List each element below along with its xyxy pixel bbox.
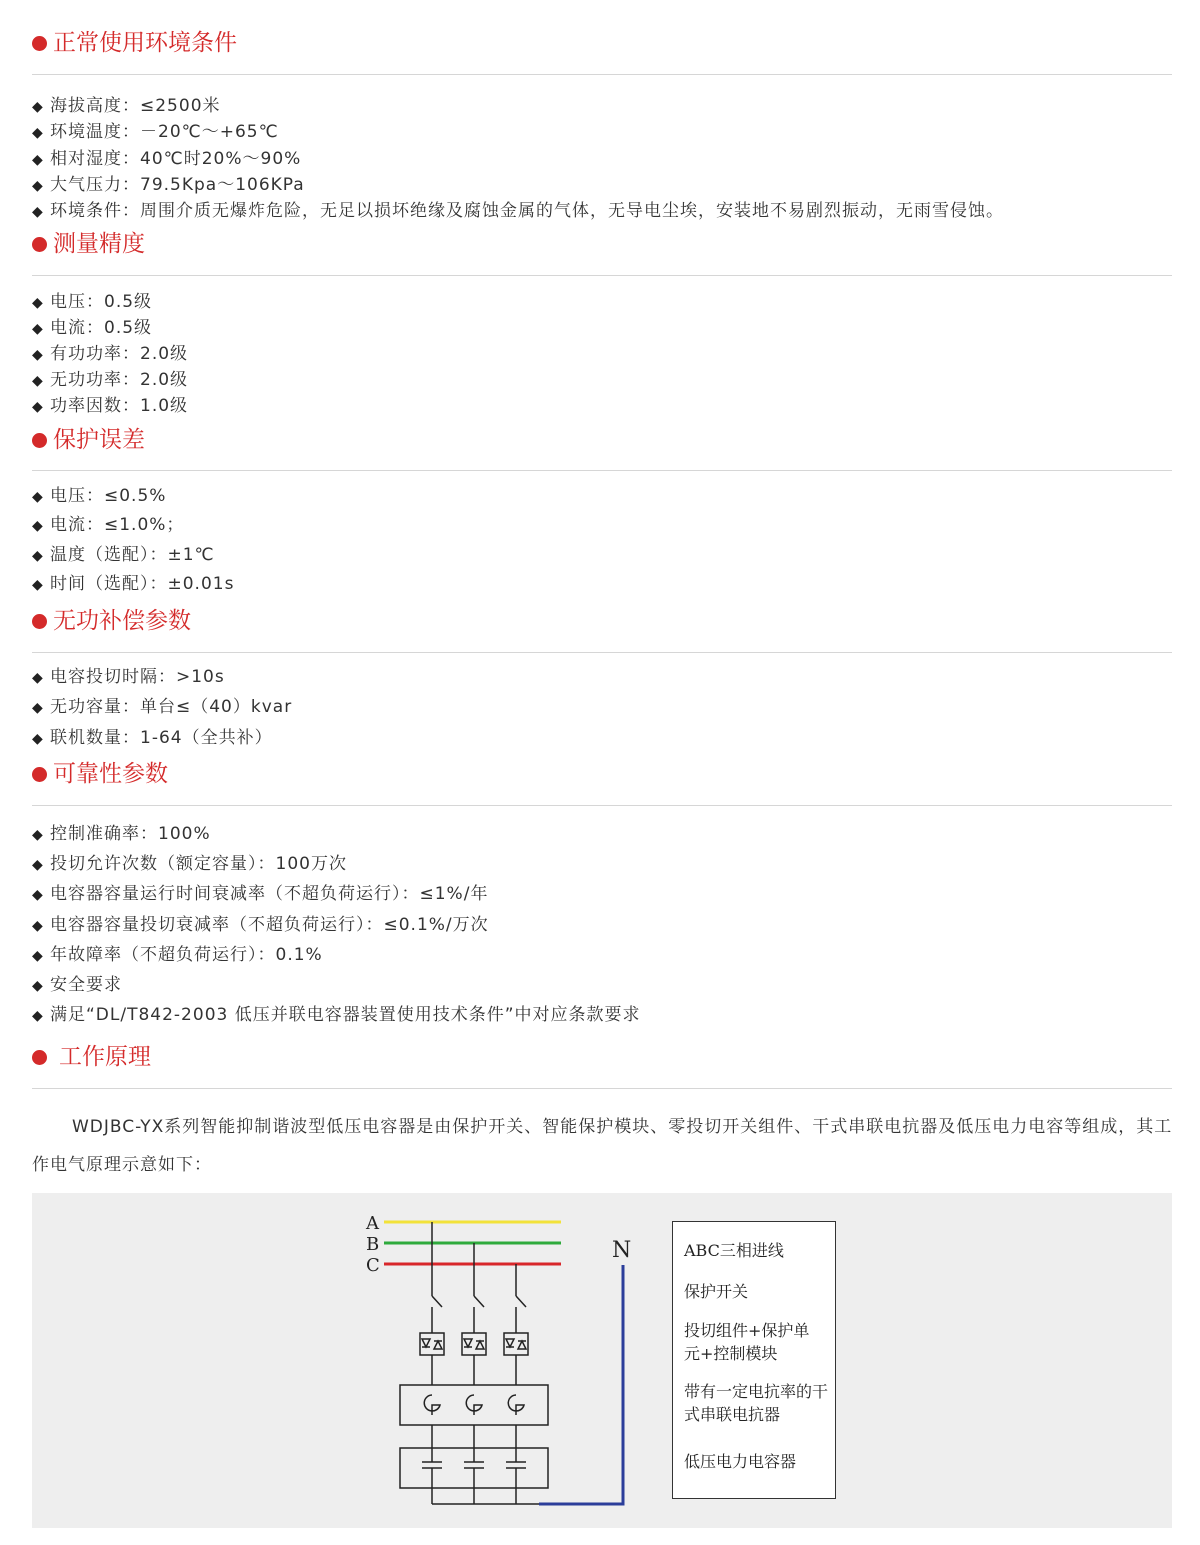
- red-dot-icon: [32, 767, 47, 782]
- switch-b-icon: [474, 1296, 484, 1307]
- list-item: ◆ 温度（选配）：±1℃: [32, 541, 234, 570]
- diamond-bullet-icon: ◆: [32, 177, 44, 194]
- list-item: ◆ 电容器容量运行时间衰减率（不超负荷运行）：≤1%/年: [32, 880, 641, 910]
- diamond-bullet-icon: ◆: [32, 1008, 44, 1025]
- list-item: ◆ 大气压力：79.5Kpa～106KPa: [32, 173, 1004, 199]
- red-dot-icon: [32, 614, 47, 629]
- diamond-bullet-icon: ◆: [32, 125, 44, 142]
- list-item: ◆ 电压：≤0.5%: [32, 482, 234, 511]
- list-item: ◆ 投切允许次数（额定容量）：100万次: [32, 850, 641, 880]
- wiring-diagram: [32, 1193, 1172, 1528]
- legend-item-breaker: 保护开关: [684, 1282, 749, 1301]
- section-divider: [32, 805, 1172, 806]
- list-item: ◆ 年故障率（不超负荷运行）：0.1%: [32, 941, 641, 971]
- diamond-bullet-icon: ◆: [32, 730, 44, 747]
- diamond-bullet-icon: ◆: [32, 978, 44, 995]
- list-environment: [32, 94, 1004, 225]
- red-dot-icon: [32, 433, 47, 448]
- thyristor-b-icon: [462, 1333, 486, 1355]
- section-title-compensation: 无功补偿参数: [32, 606, 191, 636]
- diamond-bullet-icon: ◆: [32, 99, 44, 115]
- diamond-bullet-icon: ◆: [32, 489, 44, 505]
- list-item: ◆ 环境温度：－20℃～+65℃: [32, 120, 1004, 146]
- diamond-bullet-icon: ◆: [32, 887, 44, 904]
- list-item: ◆ 安全要求: [32, 971, 641, 1001]
- switch-a-icon: [432, 1296, 442, 1307]
- list-item: ◆ 无功容量：单台≤（40）kvar: [32, 693, 292, 723]
- neutral-line: [539, 1265, 623, 1504]
- list-item: ◆ 控制准确率：100%: [32, 820, 641, 850]
- section-divider: [32, 1088, 1172, 1089]
- list-item: ◆ 电流：0.5级: [32, 316, 188, 342]
- red-dot-icon: [32, 237, 47, 252]
- list-protection-error: [32, 482, 234, 599]
- wiring-diagram-svg: [32, 1193, 1172, 1528]
- list-item: ◆ 有功功率：2.0级: [32, 342, 188, 368]
- reactor-a-icon: [424, 1395, 440, 1415]
- phase-label-b: B: [366, 1234, 380, 1255]
- section-divider: [32, 470, 1172, 471]
- diamond-bullet-icon: ◆: [32, 917, 44, 934]
- list-item: ◆ 满足“DL/T842-2003 低压并联电容器装置使用技术条件”中对应条款要求: [32, 1001, 641, 1031]
- capacitor-c-icon: [506, 1448, 526, 1488]
- diamond-bullet-icon: ◆: [32, 373, 44, 389]
- section-divider: [32, 652, 1172, 653]
- list-compensation: [32, 663, 292, 754]
- diamond-bullet-icon: ◆: [32, 947, 44, 964]
- diamond-bullet-icon: ◆: [32, 321, 44, 337]
- diamond-bullet-icon: ◆: [32, 670, 44, 686]
- thyristor-c-icon: [504, 1333, 528, 1355]
- list-item: ◆ 海拔高度：≤2500米: [32, 94, 1004, 120]
- neutral-label: N: [612, 1238, 632, 1263]
- list-item: ◆ 环境条件：周围介质无爆炸危险，无足以损坏绝缘及腐蚀金属的气体，无导电尘埃，安装地不易剧烈振动，无雨雪侵蚀。: [32, 199, 1004, 225]
- diamond-bullet-icon: ◆: [32, 204, 44, 221]
- list-item: ◆ 无功功率：2.0级: [32, 368, 188, 394]
- diamond-bullet-icon: ◆: [32, 295, 44, 311]
- section-title-protection-error: 保护误差: [32, 425, 145, 455]
- diamond-bullet-icon: ◆: [32, 576, 44, 593]
- legend-item-capacitor: 低压电力电容器: [684, 1452, 797, 1471]
- section-title-accuracy: 测量精度: [32, 229, 145, 259]
- section-title-principle: 工作原理: [32, 1042, 151, 1072]
- capacitor-b-icon: [464, 1448, 484, 1488]
- red-dot-icon: [32, 36, 47, 51]
- diamond-bullet-icon: ◆: [32, 347, 44, 363]
- list-item: ◆ 电容器容量投切衰减率（不超负荷运行）：≤0.1%/万次: [32, 911, 641, 941]
- legend-item-switch-module: 投切组件+保护单元+控制模块: [684, 1321, 810, 1363]
- section-title-reliability: 可靠性参数: [32, 759, 168, 789]
- reactor-c-icon: [508, 1395, 524, 1415]
- switch-c-icon: [516, 1296, 526, 1307]
- phase-label-c: C: [366, 1255, 380, 1276]
- diamond-bullet-icon: ◆: [32, 857, 44, 874]
- diamond-bullet-icon: ◆: [32, 518, 44, 535]
- principle-intro-text: WDJBC-YX系列智能抑制谐波型低压电容器是由保护开关、智能保护模块、零投切开关组件、干式串联电抗器及低压电力电容等组成，其工作电气原理示意如下：: [32, 1117, 1173, 1175]
- list-item: ◆ 时间（选配）：±0.01s: [32, 570, 234, 599]
- reactor-b-icon: [466, 1395, 482, 1415]
- section-divider: [32, 74, 1172, 75]
- diamond-bullet-icon: ◆: [32, 547, 44, 564]
- red-dot-icon: [32, 1050, 47, 1065]
- diamond-bullet-icon: ◆: [32, 700, 44, 717]
- list-reliability: [32, 820, 641, 1031]
- diamond-bullet-icon: ◆: [32, 827, 44, 843]
- legend-item-incoming: ABC三相进线: [684, 1241, 784, 1260]
- list-item: ◆ 联机数量：1-64（全共补）: [32, 724, 292, 754]
- list-item: ◆ 功率因数：1.0级: [32, 394, 188, 420]
- thyristor-a-icon: [420, 1333, 444, 1355]
- diamond-bullet-icon: ◆: [32, 151, 44, 168]
- list-item: ◆ 电压：0.5级: [32, 290, 188, 316]
- list-item: ◆ 电容投切时隔：>10s: [32, 663, 292, 693]
- legend-item-reactor: 带有一定电抗率的干式串联电抗器: [684, 1382, 829, 1424]
- section-divider: [32, 275, 1172, 276]
- list-accuracy: [32, 290, 188, 420]
- list-item: ◆ 电流：≤1.0%；: [32, 511, 234, 540]
- diamond-bullet-icon: ◆: [32, 399, 44, 415]
- section-title-environment: 正常使用环境条件: [32, 28, 237, 58]
- capacitor-a-icon: [422, 1448, 442, 1488]
- diagram-legend: [672, 1221, 836, 1499]
- phase-label-a: A: [366, 1213, 379, 1234]
- list-item: ◆ 相对湿度：40℃时20%～90%: [32, 147, 1004, 173]
